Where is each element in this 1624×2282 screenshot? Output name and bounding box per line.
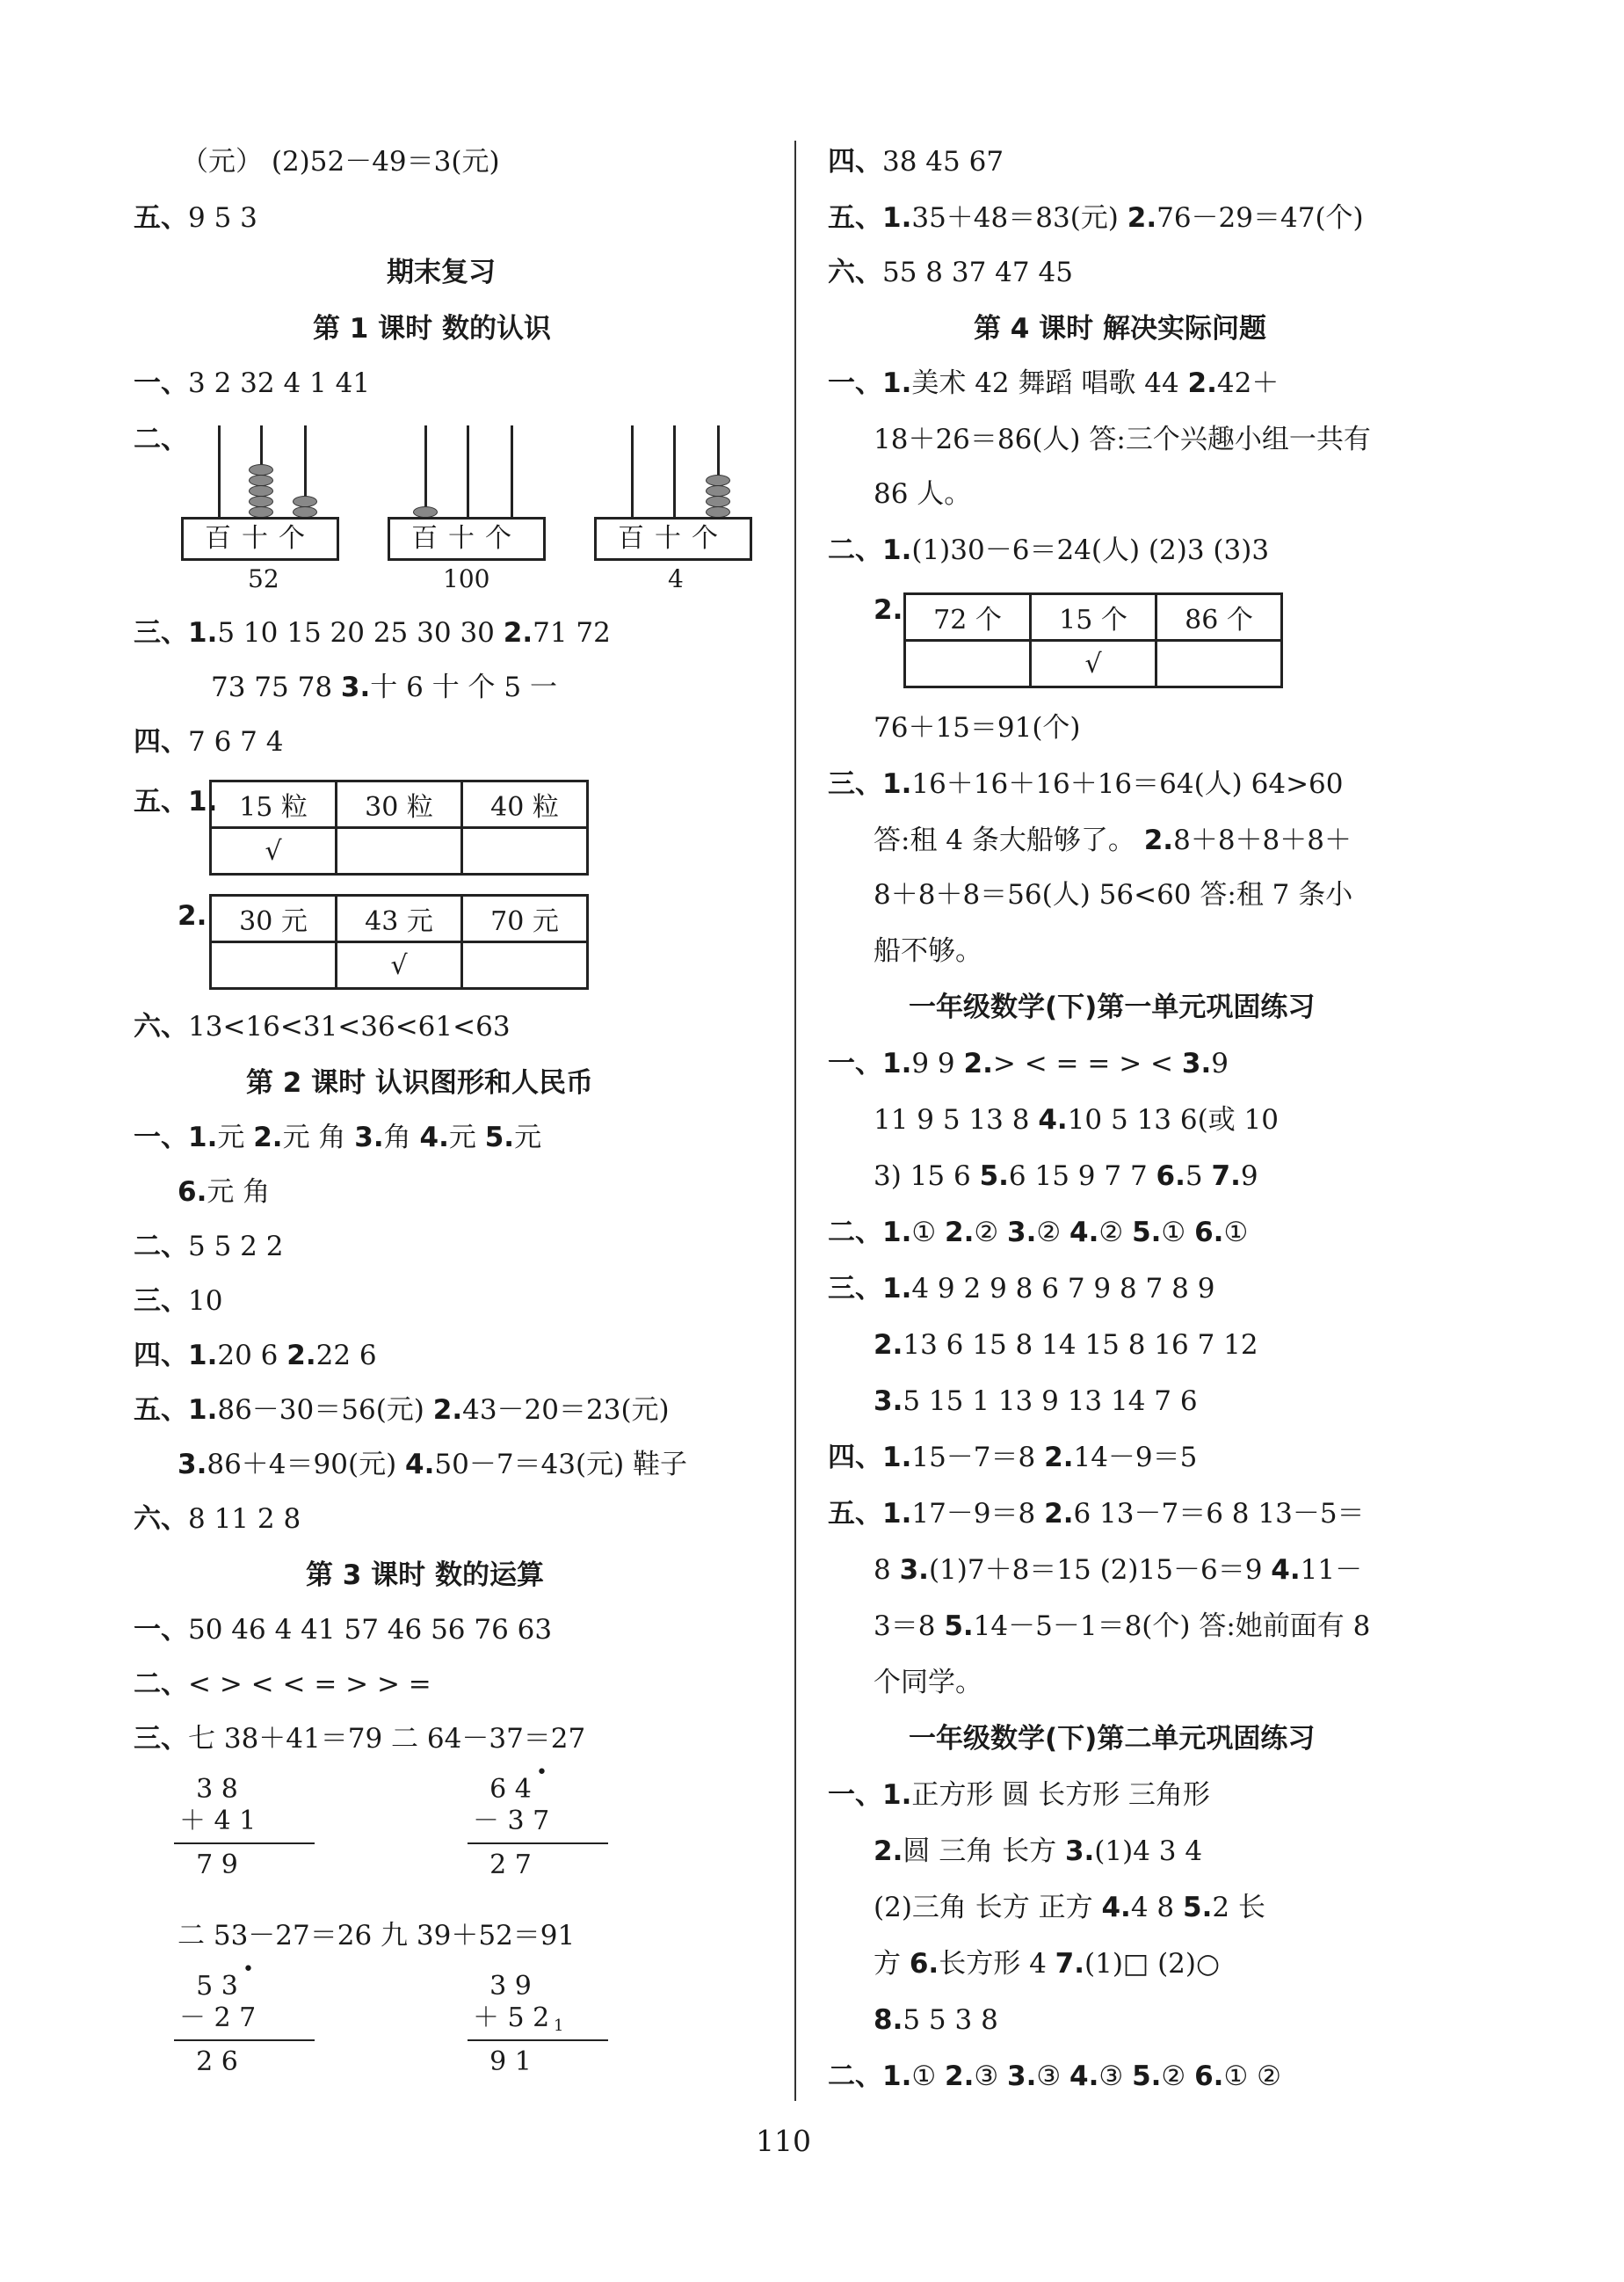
u2-section-1-line-2: 2.圆 三角 长方 3.(1)4 3 4 bbox=[874, 1835, 1203, 1867]
l4-section-3-line-1: 三、1.16＋16＋16＋16＝64(人) 64>60 bbox=[828, 768, 1344, 800]
u2-section-2: 二、1.① 2.③ 3.③ 4.③ 5.② 6.① ② bbox=[828, 2060, 1281, 2092]
u2-section-1-line-1: 一、1.正方形 圆 长方形 三角形 bbox=[828, 1779, 1210, 1811]
l1-section-3-line-1: 三、1.5 10 15 20 25 30 30 2.71 72 bbox=[134, 617, 611, 649]
u1-section-4: 四、1.15－7＝8 2.14－9＝5 bbox=[828, 1442, 1198, 1473]
unit2-title: 一年级数学(下)第二单元巩固练习 bbox=[909, 1723, 1316, 1755]
u1-section-2: 二、1.① 2.② 3.② 4.② 5.① 6.① bbox=[828, 1217, 1249, 1248]
abacus-value-4: 4 bbox=[668, 564, 684, 593]
page-number: 110 bbox=[756, 2124, 811, 2158]
right-section-5: 五、1.35＋48＝83(元) 2.76－29＝47(个) bbox=[828, 202, 1364, 234]
l3-section-3-line-1: 三、七 38＋41＝79 二 64－37＝27 bbox=[134, 1723, 586, 1755]
lesson4-title: 第 4 课时 解决实际问题 bbox=[974, 313, 1266, 345]
u2-section-1-line-5: 8.5 5 3 8 bbox=[874, 2004, 998, 2036]
right-section-6: 六、55 8 37 47 45 bbox=[828, 257, 1073, 288]
l1-section-5-2-label: 2. bbox=[178, 900, 207, 932]
abacus-value-52: 52 bbox=[248, 564, 279, 593]
l3-section-2: 二、< > < < = > > = bbox=[134, 1668, 431, 1700]
l1-section-4: 四、7 6 7 4 bbox=[134, 726, 284, 758]
l4-section-2-2-label: 2. bbox=[874, 594, 903, 626]
check-mark: √ bbox=[1031, 641, 1156, 687]
lesson2-title: 第 2 课时 认识图形和人民币 bbox=[246, 1067, 593, 1099]
l4-section-1-line-1: 一、1.美术 42 舞蹈 唱歌 44 2.42＋ bbox=[828, 367, 1280, 399]
l4-section-1-line-2: 18＋26＝86(人) 答:三个兴趣小组一共有 bbox=[874, 424, 1371, 455]
l1-section-2-label: 二、 bbox=[134, 424, 188, 455]
l2-section-3: 三、10 bbox=[134, 1285, 223, 1317]
l2-section-1: 一、1.元 2.元 角 3.角 4.元 5.元 bbox=[134, 1122, 542, 1153]
choice-table-3: 72 个 15 个 86 个 √ bbox=[903, 592, 1283, 688]
l1-section-1: 一、3 2 32 4 1 41 bbox=[134, 367, 371, 399]
u1-section-5-line-3: 3＝8 5.14－5－1＝8(个) 答:她前面有 8 bbox=[874, 1610, 1371, 1642]
u1-section-1-line-2: 11 9 5 13 8 4.10 5 13 6(或 10 bbox=[874, 1104, 1279, 1136]
lesson1-title: 第 1 课时 数的认识 bbox=[313, 313, 551, 345]
l4-section-3-line-3: 8＋8＋8＝56(人) 56<60 答:租 7 条小 bbox=[874, 879, 1353, 911]
check-mark: √ bbox=[211, 828, 337, 875]
review-title: 期末复习 bbox=[387, 257, 496, 288]
l3-section-1: 一、50 46 4 41 57 46 56 76 63 bbox=[134, 1614, 553, 1646]
choice-table-2: 30 元 43 元 70 元 √ bbox=[209, 894, 589, 990]
abacus-value-100: 100 bbox=[443, 564, 490, 593]
u1-section-5-line-2: 8 3.(1)7＋8＝15 (2)15－6＝9 4.11－ bbox=[874, 1554, 1363, 1586]
l4-section-2: 二、1.(1)30－6＝24(人) (2)3 (3)3 bbox=[828, 534, 1270, 566]
l4-section-3-line-2: 答:租 4 条大船够了。 2.8＋8＋8＋8＋ bbox=[874, 825, 1352, 856]
lesson3-title: 第 3 课时 数的运算 bbox=[306, 1559, 544, 1591]
right-section-4: 四、38 45 67 bbox=[828, 146, 1004, 178]
l2-section-6: 六、8 11 2 8 bbox=[134, 1503, 301, 1535]
left-line-1: （元） (2)52－49＝3(元) bbox=[181, 146, 500, 178]
u1-section-5-line-1: 五、1.17－9＝8 2.6 13－7＝6 8 13－5＝ bbox=[828, 1498, 1365, 1530]
check-mark: √ bbox=[337, 942, 462, 989]
carry-digit: 1 bbox=[554, 2017, 564, 2035]
u1-section-5-line-4: 个同学。 bbox=[874, 1667, 982, 1698]
l4-section-1-line-3: 86 人。 bbox=[874, 478, 972, 510]
abacus-100: 百十个 bbox=[388, 425, 546, 575]
u1-section-1-line-3: 3) 15 6 5.6 15 9 7 7 6.5 7.9 bbox=[874, 1160, 1258, 1192]
u1-section-3-line-1: 三、1.4 9 2 9 8 6 7 9 8 7 8 9 bbox=[828, 1273, 1215, 1305]
abacus-4: 百十个 bbox=[594, 425, 752, 575]
column-divider bbox=[794, 141, 796, 2101]
u1-section-1-line-1: 一、1.9 9 2.> < = = > < 3.9 bbox=[828, 1048, 1229, 1079]
l2-section-2: 二、5 5 2 2 bbox=[134, 1231, 284, 1262]
u1-section-3-line-2: 2.13 6 15 8 14 15 8 16 7 12 bbox=[874, 1329, 1258, 1361]
u2-section-1-line-4: 方 6.长方形 4 7.(1)□ (2)○ bbox=[874, 1948, 1221, 1980]
l2-section-1-6: 6.元 角 bbox=[178, 1176, 271, 1208]
l1-section-5-label: 五、1. bbox=[134, 786, 218, 818]
left-section-5-line: 五、9 5 3 bbox=[134, 202, 257, 234]
l2-section-5: 五、1.86－30＝56(元) 2.43－20＝23(元) bbox=[134, 1394, 670, 1426]
l2-section-5-cont: 3.86＋4＝90(元) 4.50－7＝43(元) 鞋子 bbox=[178, 1449, 688, 1480]
l2-section-4: 四、1.20 6 2.22 6 bbox=[134, 1340, 377, 1371]
l4-section-3-line-4: 船不够。 bbox=[874, 935, 982, 967]
u2-section-1-line-3: (2)三角 长方 正方 4.4 8 5.2 长 bbox=[874, 1892, 1265, 1923]
u1-section-3-line-3: 3.5 15 1 13 9 13 14 7 6 bbox=[874, 1385, 1198, 1417]
abacus-52: 百十个 bbox=[181, 425, 339, 575]
l4-section-2-calc: 76＋15＝91(个) bbox=[874, 712, 1081, 744]
l1-section-6: 六、13<16<31<36<61<63 bbox=[134, 1011, 511, 1043]
unit1-title: 一年级数学(下)第一单元巩固练习 bbox=[909, 992, 1316, 1023]
l1-section-3-line-2: 73 75 78 3.十 6 十 个 5 一 bbox=[211, 672, 557, 703]
l3-section-3-line-2: 二 53－27＝26 九 39＋52＝91 bbox=[178, 1920, 576, 1951]
choice-table-1: 15 粒 30 粒 40 粒 √ bbox=[209, 780, 589, 876]
